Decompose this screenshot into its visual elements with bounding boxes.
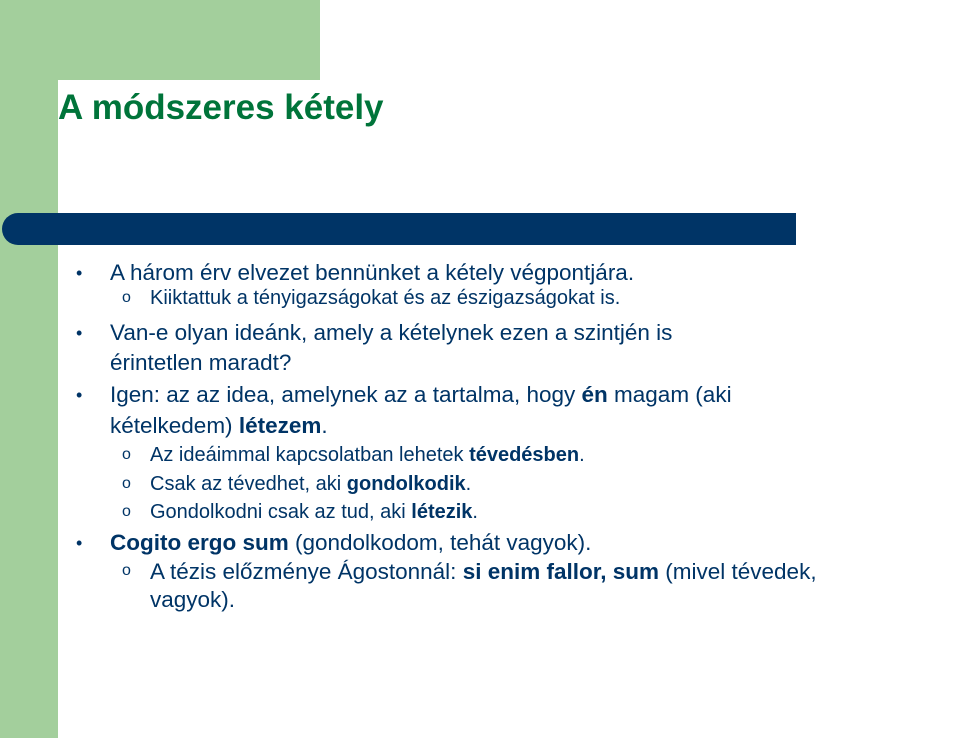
emphasis-cogito: Cogito ergo sum [110, 530, 289, 555]
emphasis-si-enim-fallor: si enim fallor, sum [462, 559, 660, 584]
bullet-dot-icon: • [76, 263, 83, 283]
text-run: kételkedem) [110, 413, 239, 438]
bullet-3-line-2 [110, 411, 328, 441]
bullet-3-line-1 [110, 380, 732, 410]
text-run: . [579, 444, 585, 466]
text-run: Igen: az az idea, amelynek az a tartalma, hogy [110, 382, 582, 407]
text-run: Csak az tévedhet, aki [150, 473, 347, 495]
slide-title: A módszeres kétely [58, 88, 384, 127]
sub-bullet-5-line-1 [150, 557, 817, 587]
bullet-dot-icon: • [76, 533, 83, 553]
sub-bullet-3-text [150, 470, 471, 498]
sub-bullet-icon: o [122, 562, 131, 579]
emphasis-letezem: létezem [238, 413, 322, 438]
sub-bullet-icon: o [122, 289, 131, 306]
bullet-4-text [110, 528, 591, 558]
text-run: A tézis előzménye Ágostonnál: [150, 559, 463, 584]
text-run: . [465, 473, 472, 495]
emphasis-gondolkodik: gondolkodik [346, 473, 466, 495]
text-run: magam (aki [607, 382, 732, 407]
bullet-1-text: A három érv elvezet bennünket a kétely végpontjára. [110, 260, 635, 285]
text-run: . [321, 413, 328, 438]
bullet-dot-icon: • [76, 323, 83, 343]
emphasis-tevedesben: tévedésben [469, 444, 580, 466]
bullet-2-line-1: Van-e olyan ideánk, amely a kételynek ezen a szintjén is [110, 320, 673, 345]
bullet-dot-icon: • [76, 385, 83, 405]
text-run: (gondolkodom, tehát vagyok). [288, 530, 592, 555]
text-run: Az ideáimmal kapcsolatban lehetek [150, 444, 470, 466]
emphasis-letezik: létezik [411, 501, 473, 523]
sub-bullet-icon: o [122, 446, 131, 463]
sub-bullet-5-line-2: vagyok). [150, 587, 236, 612]
sub-bullet-icon: o [122, 503, 131, 520]
emphasis-en: én [581, 382, 608, 407]
sub-bullet-1-text: Kiiktattuk a tényigazságokat és az észigazságokat is. [150, 287, 621, 309]
sub-bullet-2-text [150, 441, 585, 469]
text-run: Gondolkodni csak az tud, aki [150, 501, 412, 523]
bullet-2-line-2: érintetlen maradt? [110, 350, 292, 375]
text-run: (mivel tévedek, [659, 559, 817, 584]
text-run: . [472, 501, 478, 523]
sub-bullet-4-text [150, 498, 478, 526]
sub-bullet-icon: o [122, 475, 131, 492]
